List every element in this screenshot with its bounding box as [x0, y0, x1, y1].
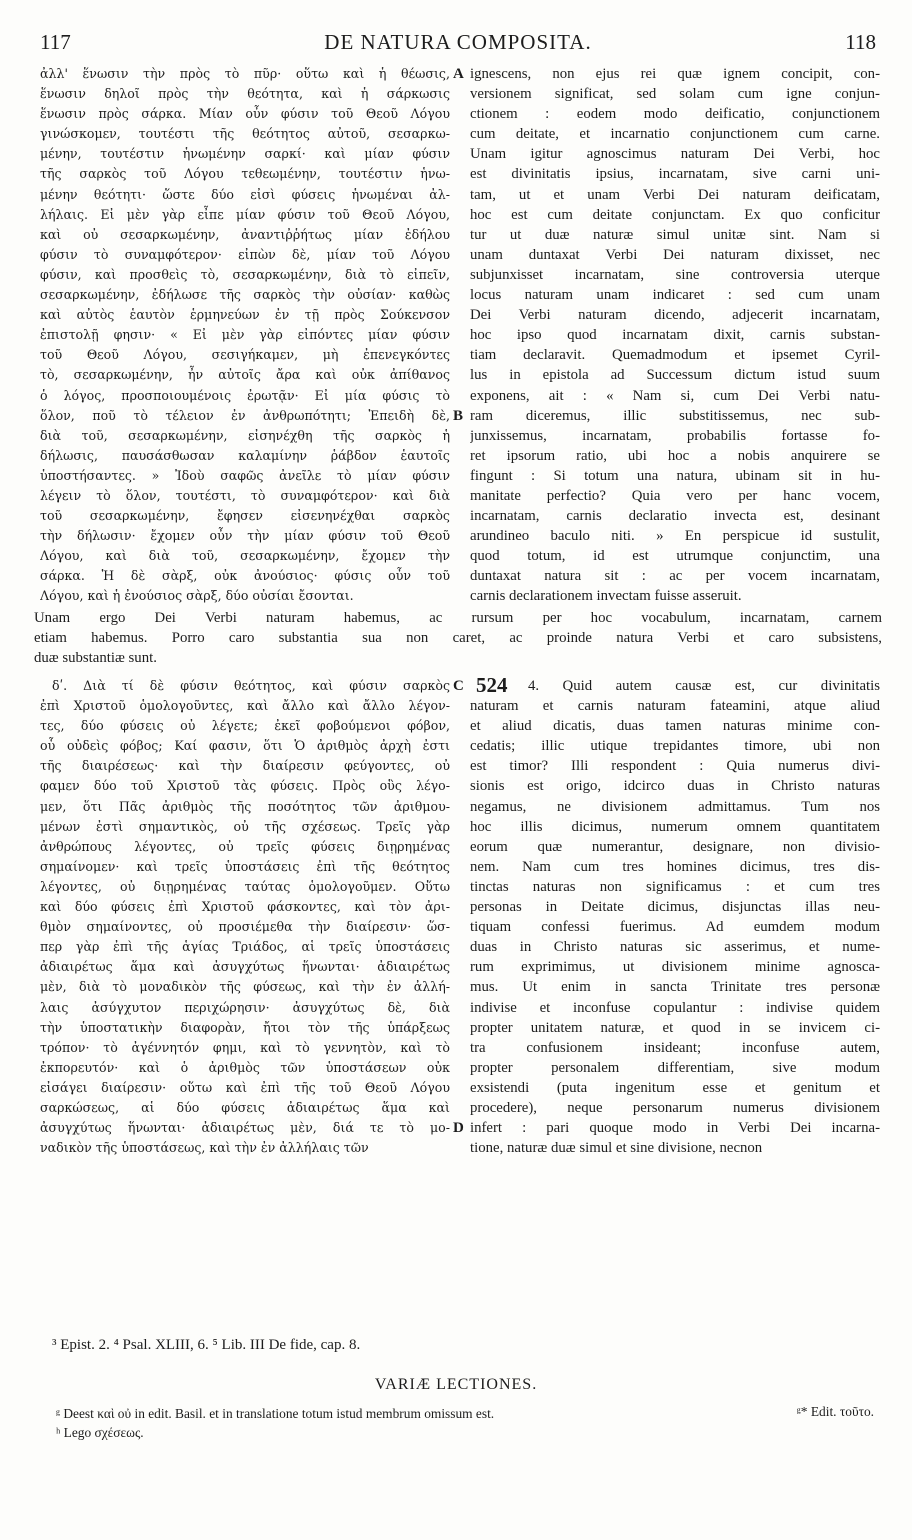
text-line: ἐπιστολῇ φησιν· « Εἰ μὲν γὰρ εἰπόντες μίαν φύσιν: [40, 327, 450, 343]
margin-marker-c: C: [453, 678, 464, 694]
text-line: quod totum, id est utrumque conjunctim, una: [470, 548, 880, 565]
text-line: junxissemus, incarnatam, probabilis fortasse fo-: [470, 427, 880, 444]
text-line: versionem significat, sed solam cum igne conjun-: [470, 86, 880, 103]
text-line: duas in Christo naturas sic asserimus, et nume-: [470, 939, 880, 956]
text-line: Unam ergo Dei Verbi naturam habemus, ac rursum per hoc vocabulum, incarnatam, carnem: [34, 610, 882, 626]
text-line: Λόγου, καὶ ἡ ἐνούσιος σὰρξ, δύο οὐσίαι ἔσονται.: [40, 588, 354, 604]
page-number-left: 117: [40, 30, 71, 54]
text-line: τῆς διαιρέσεως· καὶ τὴν διαίρεσιν φεύγοντες, οὐ: [40, 758, 450, 774]
text-line: rum exprimimus, ut divisionem minime agnosca-: [470, 959, 880, 976]
text-line: τὴν ὑποστατικὴν διαφορὰν, ἤτοι τὸν τῆς ὑπάρξεως: [40, 1019, 450, 1035]
text-line: μένην θεότητι· ὥστε δύο εἰσὶ φύσεις ἡνωμέναι ἀλ-: [40, 186, 450, 202]
text-line: φαμεν δύο τοῦ Χριστοῦ τὰς φύσεις. Πρὸς οὓς λέγο-: [40, 778, 450, 794]
text-line: ὁ λόγος, προσποιουμένοις ἐρωτᾷν· Εἰ μία φύσις τὸ: [40, 387, 450, 403]
variant-reading: ᵍ Deest καὶ οὐ in edit. Basil. et in translatione totum istud membrum omissum est.: [56, 1406, 495, 1421]
text-line: μένων ἐστὶ σημαντικὸς, οὐ τῆς σχέσεως. Τρεῖς γὰρ: [40, 818, 450, 834]
footnotes: ³ Epist. 2. ⁴ Psal. XLIII, 6. ⁵ Lib. III De fide, cap. 8.: [52, 1337, 361, 1353]
margin-marker-a: A: [453, 66, 464, 82]
text-line: καὶ δύο φύσεις ἐπὶ Χριστοῦ φάσκοντες, καὶ τὸν ἀρι-: [40, 899, 450, 915]
text-line: tiquam confessi fuerimus. Ad eumdem modum: [470, 919, 880, 936]
text-line: μεν, ὅτι Πᾶς ἀριθμὸς τῆς ποσότητος τῶν ἀριθμου-: [40, 798, 450, 814]
text-line: hoc est cum deitate conjunctam. Ex quo conficitur: [470, 206, 880, 223]
text-line: hoc ipso quod incarnatam dixit, carnis substan-: [470, 327, 880, 344]
text-line: ignescens, non ejus rei quæ ignem concipit, con-: [470, 66, 880, 82]
text-line: indivise et inconfuse copulantur : indivise quidem: [470, 999, 880, 1016]
text-line: fingunt : Si totum una natura, ubinam sit in hu-: [470, 467, 880, 484]
text-line: διὰ τοῦ, σεσαρκωμένην, εἰσηνέχθη τῆς σαρκὸς ἡ: [40, 427, 450, 443]
text-line: ἀδιαιρέτως ἅμα καὶ ἀσυγχύτως ἥνωνται· ἀδιαιρέτως: [40, 959, 450, 975]
text-line: hoc illis dicimus, numerum omnem quantitatem: [470, 818, 880, 835]
latin-column-bottom: [470, 676, 880, 1158]
text-line: τρόπον· τὸ ἀγέννητόν φημι, καὶ τὸ γεννητὸν, καὶ τὸ: [40, 1039, 450, 1055]
running-title: DE NATURA COMPOSITA.: [324, 30, 592, 54]
text-line: tur ut duæ naturæ simul unitæ sint. Nam si: [470, 226, 880, 243]
variae-lectiones-heading: VARIÆ LECTIONES.: [374, 1376, 538, 1393]
text-line: propter unitatem naturæ, et quod in se invicem ci-: [470, 1019, 880, 1036]
text-line: carnis declarationem invectam fuisse asseruit.: [470, 588, 742, 605]
text-line: arundineo baculo niti. » En perspicue id sustulit,: [470, 528, 880, 545]
text-line: σάρκα. Ἡ δὲ σὰρξ, οὐκ ἀνούσιος· φύσις οὖν τοῦ: [40, 568, 450, 584]
text-line: λαις ἀσύγχυτον περιχώρησιν· ἀσυγχύτως δὲ, διὰ: [40, 999, 450, 1015]
text-line: procedere), neque personarum numerus divisionem: [470, 1099, 880, 1116]
text-line: manitate perfectio? Quia vero per hanc vocem,: [470, 487, 880, 504]
text-line: ὑποστήσαντες. » Ἰδοὺ σαφῶς ἀνεῖλε τὸ μίαν φύσιν: [40, 467, 450, 483]
text-line: θμὸν σημαίνοντες, οὐ προσιέμεθα τὴν διαίρεσιν· ὥσ-: [40, 919, 450, 935]
text-line: locus naturam unam indicaret : sed cum unam: [470, 287, 880, 304]
text-line: ram diceremus, illic substitissemus, nec sub-: [470, 407, 880, 424]
text-line: τοῦ Θεοῦ Λόγου, σεσιγήκαμεν, μὴ ἐπενεγκόντες: [40, 347, 450, 363]
text-line: εἰσάγει διαίρεσιν· οὕτω καὶ ἐπὶ τῆς τοῦ Θεοῦ Λόγου: [40, 1079, 450, 1095]
text-line: περ γὰρ ἐπὶ τῆς ἁγίας Τριάδος, αἱ τρεῖς ὑποστάσεις: [40, 939, 450, 955]
text-line: ἐκπορευτόν· καὶ ὁ ἀριθμὸς τῶν ὑποστάσεων οὐκ: [40, 1059, 450, 1075]
page-header: [40, 30, 876, 56]
variae-lectiones: [56, 1404, 494, 1442]
section-number: 524: [476, 673, 508, 697]
text-line: naturam et carnis naturam fateamini, atque aliud: [470, 698, 880, 715]
text-line: infert : pari quoque modo in Verbi Dei incarna-: [470, 1120, 880, 1137]
text-line: subjunxisset incarnatam, sine controversia uterque: [470, 266, 880, 283]
text-line: tione, naturæ duæ simul et sine divisione, necnon: [470, 1140, 763, 1157]
text-line: φύσιν τὸ συναμφότερον· εἰπὼν δὲ, μίαν τοῦ Λόγου: [40, 246, 450, 262]
text-line: exponens, ait : « Nam si, cum Dei Verbi natu-: [470, 387, 880, 404]
text-line: etiam habemus. Porro caro substantia sua non caret, ac proinde natura Verbi et caro subsistens,: [34, 630, 882, 647]
text-line: οὗ οὐδεὶς φόβος; Καί φασιν, ὅτι Ὁ ἀριθμὸς ἀρχὴ ἐστι: [40, 738, 450, 754]
text-line: μὲν, διὰ τὸ μοναδικὸν τῆς φύσεως, καὶ τὴν ἐν ἀλλή-: [40, 979, 450, 995]
text-line: tiam declaravit. Quemadmodum et ipsemet Cyril-: [470, 347, 880, 364]
latin-full-width-paragraph: [34, 608, 882, 668]
text-line: tinctas naturas non significamus : et cum tres: [470, 878, 880, 895]
text-line: σαρκώσεως, αἱ δύο φύσεις ἀδιαιρέτως ἅμα καὶ: [40, 1099, 450, 1115]
text-line: τες, δύο φύσεις οὐ λέγετε; ἐκεῖ φοβούμενοι φόβον,: [40, 718, 450, 734]
margin-marker-d: D: [453, 1120, 464, 1136]
variant-reading: ʰ Lego σχέσεως.: [56, 1425, 144, 1440]
text-line: est divinitatis ipsius, incarnatam, sive carni uni-: [470, 166, 880, 183]
text-line: Dei Verbi naturam dicendo, adjecerit incarnatam,: [470, 307, 880, 324]
variae-lectiones-right: ᵍ* Edit. τοῦτο.: [796, 1404, 874, 1419]
text-line: exsistendi (puta ingenitum esse et genitum et: [470, 1079, 880, 1096]
text-line: cum deitate, et incarnatio conjunctionem cum carne.: [470, 126, 880, 143]
text-line: et aliud dicatis, duas tamen naturas minime con-: [470, 718, 880, 735]
latin-column-top: [470, 64, 880, 607]
margin-marker-b: B: [453, 408, 464, 424]
text-line: personas in Deitate dicimus, disjunctas illas neu-: [470, 899, 880, 916]
text-line: cedatis; illic utique trepidantes timore, ubi non: [470, 738, 880, 755]
text-line: ὅλον, ποῦ τὸ τέλειον ἐν ἀνθρωπότητι; Ἐπειδὴ δὲ,: [40, 407, 450, 423]
greek-column-top: [40, 64, 450, 607]
text-line: καὶ αὐτὸς ἑαυτὸν ἑρμηνεύων ἐν τῇ πρὸς Σούκενσον: [40, 307, 450, 323]
text-line: ἕνωσιν πρὸς σάρκα. Μίαν οὖν φύσιν τοῦ Θεοῦ Λόγου: [40, 106, 450, 122]
text-line: Λόγου, καὶ διὰ τοῦ, σεσαρκωμένην, ἔχομεν τὴν: [40, 548, 450, 564]
text-line: καὶ οὐ σεσαρκωμένην, ἀναντιῤῥήτως μίαν ἐδήλου: [40, 226, 450, 242]
text-line: 4. Quid autem causæ est, cur divinitatis: [528, 678, 880, 694]
text-line: δήλωσις, παυσάσθωσαν καλαμίνην ῥάβδον ἑαυτοῖς: [40, 447, 450, 463]
page-number-right: 118: [845, 30, 876, 54]
text-line: ἀνθρώπους λέγοντες, οὐ τρεῖς φύσεις διῃρημένας: [40, 838, 450, 854]
text-line: μένην, τουτέστιν ἡνωμένην σαρκί· καὶ μίαν φύσιν: [40, 146, 450, 162]
text-line: ctionem : eodem modo deificatio, conjunctionem: [470, 106, 880, 123]
text-line: λέγοντες, οὐ διῃρημένας ταύτας ὁμολογοῦμεν. Οὕτω: [40, 878, 450, 894]
text-line: δʹ. Διὰ τί δὲ φύσιν θεότητος, καὶ φύσιν σαρκὸς: [52, 678, 450, 693]
text-line: nem. Nam cum tres homines dicimus, tres dis-: [470, 858, 880, 875]
text-line: incarnatam, carnis declaratio invecta est, desinant: [470, 508, 880, 525]
text-line: sionis est origo, idcirco duas in Christo naturas: [470, 778, 880, 795]
text-line: ἕνωσιν δηλοῖ πρὸς τὴν θεότητα, καὶ ἡ σάρκωσις: [40, 86, 450, 102]
text-line: propter personalem differentiam, sive modum: [470, 1059, 880, 1076]
text-line: ret ipsorum ratio, ubi hoc a nobis anquirere se: [470, 447, 880, 464]
text-line: Unam igitur agnoscimus naturam Dei Verbi, hoc: [470, 146, 880, 163]
text-line: ἀσυγχύτως ἥνωνται· ἀδιαιρέτως μὲν, διά τε τὸ μο-: [40, 1120, 450, 1136]
text-line: τῆς σαρκὸς τοῦ Λόγου τεθεωμένην, τουτέστιν ἡνω-: [40, 166, 450, 182]
text-line: eorum quæ numerantur, designare, non divisio-: [470, 838, 880, 855]
text-line: tra confusionem insideant; inconfuse autem,: [470, 1039, 880, 1056]
text-line: duntaxat natura sit : ac per vocem incarnatam,: [470, 568, 880, 585]
text-line: λήλαις. Εἰ μὲν γὰρ εἶπε μίαν φύσιν τοῦ Θεοῦ Λόγου,: [40, 206, 450, 222]
text-line: unam duntaxat Verbi Dei naturam dixisset, nec: [470, 246, 880, 263]
text-line: ναδικὸν τῆς ὑποστάσεως, καὶ τὴν ἐν ἀλλήλαις τῶν: [40, 1140, 369, 1156]
text-line: φύσιν, καὶ προσθεὶς τὸ, σεσαρκωμένην, διὰ τὸ εἰπεῖν,: [40, 266, 450, 282]
text-line: ἀλλ' ἕνωσιν τὴν πρὸς τὸ πῦρ· οὕτω καὶ ἡ θέωσις,: [40, 66, 450, 81]
text-line: est timor? Illi respondent : Quia numerus divi-: [470, 758, 880, 775]
text-line: lus in epistola ad Successum dictum istud suum: [470, 367, 880, 384]
text-line: ἐπὶ Χριστοῦ ὁμολογοῦντες, καὶ ἄλλο καὶ ἄλλο λέγον-: [40, 698, 450, 714]
text-line: γινώσκομεν, τουτέστι τῆς θεότητος αὐτοῦ, σεσαρκω-: [40, 126, 450, 142]
text-line: τοῦ σεσαρκωμένην, ἔφησεν εἰσενηνέχθαι σαρκὸς: [40, 508, 450, 524]
text-line: σημαίνομεν· καὶ τρεῖς ὑποστάσεις ἐπὶ τῆς θεότητος: [40, 858, 450, 874]
text-line: λέγειν τὸ ὅλον, τουτέστι, τὸ συναμφότερον· καὶ διὰ: [40, 487, 450, 503]
greek-column-bottom: [40, 676, 450, 1158]
text-line: τὴν δήλωσιν· ἔχομεν οὖν τὴν μίαν φύσιν τοῦ Θεοῦ: [40, 528, 450, 544]
text-line: σεσαρκωμένην, ἐδήλωσε τῆς σαρκὸς τὴν οὐσίαν· καθὼς: [40, 287, 450, 303]
text-line: duæ substantiæ sunt.: [34, 650, 157, 667]
text-line: τὸ, σεσαρκωμένην, ἦν αὐτοῖς ἄρα καὶ οὐκ ἀπίθανος: [40, 367, 450, 383]
text-line: tam, ut et unam Verbi Dei naturam deificatam,: [470, 186, 880, 203]
text-line: negamus, ne divisionem admittamus. Tum nos: [470, 798, 880, 815]
text-line: mus. Ut enim in sancta Trinitate tres personæ: [470, 979, 880, 996]
